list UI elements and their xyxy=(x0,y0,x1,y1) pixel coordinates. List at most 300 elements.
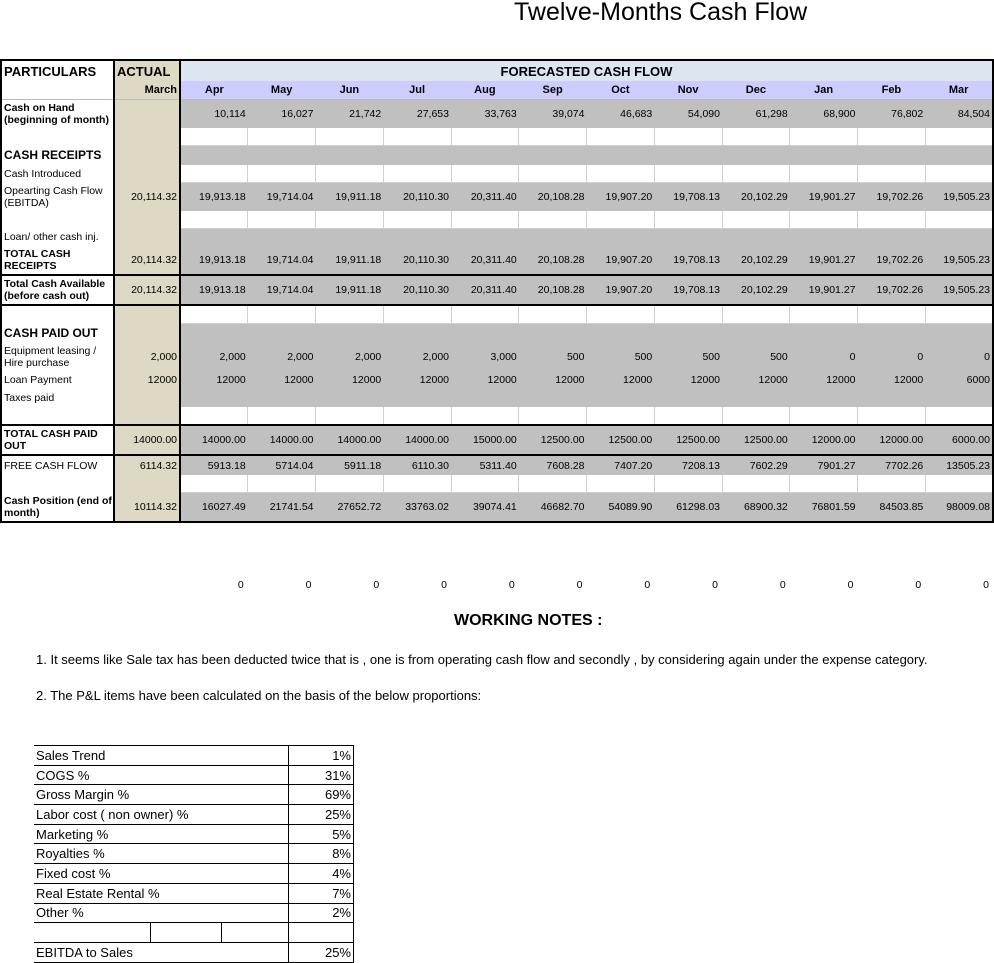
cash-paid-out-value-5 xyxy=(451,324,519,344)
cash-introduced-value-4 xyxy=(383,165,451,183)
total-receipts-label: TOTAL CASH RECEIPTS xyxy=(1,246,114,275)
blank-cell xyxy=(289,923,354,943)
cash-introduced-value-5 xyxy=(451,165,519,183)
cash-position-label: Cash Position (end of month) xyxy=(1,493,114,523)
title-text: Twelve-Months Cash Flow xyxy=(514,0,808,26)
operating-cash-flow-value-8: 19,708.13 xyxy=(654,183,722,212)
spacer-4-value-1 xyxy=(180,407,248,425)
loan-payment-value-10: 12000 xyxy=(790,371,858,388)
loan-inj-value-5 xyxy=(451,229,519,247)
spacer-3-value-11 xyxy=(858,305,926,324)
operating-cash-flow-value-11: 19,702.26 xyxy=(858,183,926,212)
taxes-paid-label: Taxes paid xyxy=(1,388,114,407)
total-paid-out-value-3: 14000.00 xyxy=(316,425,384,455)
zero-value-7: 0 xyxy=(712,579,718,591)
cash-position-value-6: 46682.70 xyxy=(519,493,587,523)
taxes-paid-value-11 xyxy=(858,388,926,407)
loan-inj-row xyxy=(1,229,993,247)
loan-inj-value-6 xyxy=(519,229,587,247)
loan-inj-value-2 xyxy=(248,229,316,247)
proportion-row xyxy=(34,785,354,805)
operating-cash-flow-value-3: 19,911.18 xyxy=(316,183,384,212)
month-header-4: Jul xyxy=(383,81,451,100)
spacer-2-value-4 xyxy=(383,211,451,229)
total-receipts-value-7: 19,907.20 xyxy=(587,246,655,275)
cash-position-value-2: 21741.54 xyxy=(248,493,316,523)
total-available-value-6: 20,108.28 xyxy=(519,275,587,305)
total-paid-out-value-5: 15000.00 xyxy=(451,425,519,455)
cash-introduced-value-12 xyxy=(925,165,993,183)
free-cash-flow-value-7: 7407.20 xyxy=(587,455,655,475)
cash-receipts-value-12 xyxy=(925,146,993,166)
proportion-label: Gross Margin % xyxy=(34,785,289,805)
blank-cell xyxy=(151,923,222,943)
cash-receipts-value-7 xyxy=(587,146,655,166)
spacer-4-row xyxy=(1,407,993,425)
cash-position-value-11: 84503.85 xyxy=(858,493,926,523)
cash-on-hand-value-0 xyxy=(114,100,180,129)
equipment-value-3: 2,000 xyxy=(316,343,384,371)
proportion-value: 69% xyxy=(289,785,354,805)
spacer-2-value-5 xyxy=(451,211,519,229)
cash-position-value-4: 33763.02 xyxy=(383,493,451,523)
cash-paid-out-value-4 xyxy=(383,324,451,344)
loan-payment-value-12: 6000 xyxy=(925,371,993,388)
proportion-label: Sales Trend xyxy=(34,746,289,766)
total-available-value-2: 19,714.04 xyxy=(248,275,316,305)
spacer-3-value-3 xyxy=(316,305,384,324)
month-header-9: Dec xyxy=(722,81,790,100)
operating-cash-flow-value-0: 20,114.32 xyxy=(114,183,180,212)
operating-cash-flow-value-9: 20,102.29 xyxy=(722,183,790,212)
total-available-value-4: 20,110.30 xyxy=(383,275,451,305)
loan-inj-value-8 xyxy=(654,229,722,247)
cash-on-hand-value-5: 33,763 xyxy=(451,100,519,129)
total-receipts-value-8: 19,708.13 xyxy=(654,246,722,275)
proportion-label: Marketing % xyxy=(34,824,289,844)
cash-on-hand-value-3: 21,742 xyxy=(316,100,384,129)
spacer-5-value-6 xyxy=(519,475,587,493)
spacer-5-value-2 xyxy=(248,475,316,493)
cash-on-hand-value-9: 61,298 xyxy=(722,100,790,129)
proportion-value: 2% xyxy=(289,903,354,923)
cash-position-value-1: 16027.49 xyxy=(180,493,248,523)
total-available-value-7: 19,907.20 xyxy=(587,275,655,305)
proportion-value: 1% xyxy=(289,746,354,766)
total-paid-out-value-0: 14000.00 xyxy=(114,425,180,455)
spacer-2-label xyxy=(1,211,114,229)
proportion-row xyxy=(34,824,354,844)
spacer-4-value-2 xyxy=(248,407,316,425)
cash-paid-out-value-8 xyxy=(654,324,722,344)
cash-receipts-value-0 xyxy=(114,146,180,166)
total-receipts-value-12: 19,505.23 xyxy=(925,246,993,275)
spacer-2-row xyxy=(1,211,993,229)
total-receipts-value-5: 20,311.40 xyxy=(451,246,519,275)
proportion-row xyxy=(34,864,354,884)
cash-paid-out-value-11 xyxy=(858,324,926,344)
loan-payment-value-3: 12000 xyxy=(316,371,384,388)
loan-payment-value-8: 12000 xyxy=(654,371,722,388)
cash-on-hand-value-10: 68,900 xyxy=(790,100,858,129)
proportion-value: 4% xyxy=(289,864,354,884)
taxes-paid-value-8 xyxy=(654,388,722,407)
spacer-1-value-0 xyxy=(114,128,180,146)
free-cash-flow-value-3: 5911.18 xyxy=(316,455,384,475)
total-available-value-5: 20,311.40 xyxy=(451,275,519,305)
spacer-2-value-0 xyxy=(114,211,180,229)
total-paid-out-value-9: 12500.00 xyxy=(722,425,790,455)
month-header-row xyxy=(1,81,993,100)
equipment-value-11: 0 xyxy=(858,343,926,371)
equipment-value-1: 2,000 xyxy=(180,343,248,371)
proportion-row xyxy=(34,765,354,785)
loan-inj-value-4 xyxy=(383,229,451,247)
month-header-7: Oct xyxy=(587,81,655,100)
spacer-3-value-8 xyxy=(654,305,722,324)
loan-inj-label: Loan/ other cash inj. xyxy=(1,229,114,247)
proportion-blank-row xyxy=(34,923,354,943)
spacer-3-row xyxy=(1,305,993,324)
spacer-3-value-2 xyxy=(248,305,316,324)
cash-introduced-value-8 xyxy=(654,165,722,183)
cash-introduced-value-9 xyxy=(722,165,790,183)
total-paid-out-value-1: 14000.00 xyxy=(180,425,248,455)
total-receipts-value-10: 19,901.27 xyxy=(790,246,858,275)
total-paid-out-value-4: 14000.00 xyxy=(383,425,451,455)
operating-cash-flow-value-10: 19,901.27 xyxy=(790,183,858,212)
equipment-label: Equipment leasing / Hire purchase xyxy=(1,343,114,371)
spacer-1-value-7 xyxy=(587,128,655,146)
cash-introduced-value-7 xyxy=(587,165,655,183)
cash-paid-out-value-6 xyxy=(519,324,587,344)
total-receipts-value-6: 20,108.28 xyxy=(519,246,587,275)
spacer-5-value-12 xyxy=(925,475,993,493)
month-header-11: Feb xyxy=(858,81,926,100)
spacer-3-value-5 xyxy=(451,305,519,324)
spacer-1-value-4 xyxy=(383,128,451,146)
cash-paid-out-value-7 xyxy=(587,324,655,344)
proportion-label: Other % xyxy=(34,903,289,923)
free-cash-flow-value-4: 6110.30 xyxy=(383,455,451,475)
operating-cash-flow-value-1: 19,913.18 xyxy=(180,183,248,212)
free-cash-flow-row xyxy=(1,455,993,475)
equipment-value-8: 500 xyxy=(654,343,722,371)
cash-position-value-5: 39074.41 xyxy=(451,493,519,523)
taxes-paid-value-0 xyxy=(114,388,180,407)
spacer-4-value-4 xyxy=(383,407,451,425)
spacer-3-value-9 xyxy=(722,305,790,324)
spacer-1-value-11 xyxy=(858,128,926,146)
loan-payment-value-2: 12000 xyxy=(248,371,316,388)
operating-cash-flow-value-6: 20,108.28 xyxy=(519,183,587,212)
cash-on-hand-value-4: 27,653 xyxy=(383,100,451,129)
cash-introduced-value-11 xyxy=(858,165,926,183)
cash-receipts-value-10 xyxy=(790,146,858,166)
cash-receipts-value-4 xyxy=(383,146,451,166)
month-header-10: Jan xyxy=(790,81,858,100)
cash-position-value-0: 10114.32 xyxy=(114,493,180,523)
cash-on-hand-value-8: 54,090 xyxy=(654,100,722,129)
spacer-5-value-4 xyxy=(383,475,451,493)
zero-value-2: 0 xyxy=(373,579,380,591)
total-receipts-value-1: 19,913.18 xyxy=(180,246,248,275)
loan-inj-value-12 xyxy=(925,229,993,247)
total-receipts-value-9: 20,102.29 xyxy=(722,246,790,275)
cash-position-value-3: 27652.72 xyxy=(316,493,384,523)
spacer-2-value-2 xyxy=(248,211,316,229)
total-receipts-value-4: 20,110.30 xyxy=(383,246,451,275)
spacer-1-value-2 xyxy=(248,128,316,146)
free-cash-flow-value-6: 7608.28 xyxy=(519,455,587,475)
cash-on-hand-label: Cash on Hand (beginning of month) xyxy=(1,100,114,129)
cash-position-value-9: 68900.32 xyxy=(722,493,790,523)
blank-cell xyxy=(34,923,151,943)
zero-check-row xyxy=(0,579,994,593)
cash-introduced-value-0 xyxy=(114,165,180,183)
free-cash-flow-value-8: 7208.13 xyxy=(654,455,722,475)
total-available-value-0: 20,114.32 xyxy=(114,275,180,305)
taxes-paid-value-7 xyxy=(587,388,655,407)
proportion-value: 25% xyxy=(289,805,354,825)
taxes-paid-value-5 xyxy=(451,388,519,407)
proportion-label: Royalties % xyxy=(34,844,289,864)
spacer-1-label xyxy=(1,128,114,146)
equipment-value-4: 2,000 xyxy=(383,343,451,371)
month-header-3: Jun xyxy=(316,81,384,100)
cash-position-value-10: 76801.59 xyxy=(790,493,858,523)
spacer-1-value-3 xyxy=(316,128,384,146)
zero-value-5: 0 xyxy=(576,579,583,591)
spacer-5-value-0 xyxy=(114,475,180,493)
zero-value-8: 0 xyxy=(779,579,786,591)
total-paid-out-value-11: 12000.00 xyxy=(858,425,926,455)
total-paid-out-value-2: 14000.00 xyxy=(248,425,316,455)
proportion-value: 5% xyxy=(289,824,354,844)
spacer-2-value-7 xyxy=(587,211,655,229)
total-receipts-value-0: 20,114.32 xyxy=(114,246,180,275)
spacer-5-value-1 xyxy=(180,475,248,493)
spacer-4-value-6 xyxy=(519,407,587,425)
cash-receipts-value-2 xyxy=(248,146,316,166)
total-paid-out-label: TOTAL CASH PAID OUT xyxy=(1,425,114,455)
zero-value-11: 0 xyxy=(983,579,989,591)
spacer-1-value-5 xyxy=(451,128,519,146)
spacer-2-value-8 xyxy=(654,211,722,229)
loan-payment-row xyxy=(1,371,993,388)
taxes-paid-value-10 xyxy=(790,388,858,407)
cash-on-hand-value-11: 76,802 xyxy=(858,100,926,129)
loan-payment-value-4: 12000 xyxy=(383,371,451,388)
proportion-label: Labor cost ( non owner) % xyxy=(34,805,289,825)
spacer-4-value-8 xyxy=(654,407,722,425)
spacer-2-value-3 xyxy=(316,211,384,229)
operating-cash-flow-value-5: 20,311.40 xyxy=(451,183,519,212)
spacer-1-value-8 xyxy=(654,128,722,146)
spacer-5-value-3 xyxy=(316,475,384,493)
loan-payment-value-11: 12000 xyxy=(858,371,926,388)
zero-value-3: 0 xyxy=(441,579,447,591)
cash-paid-out-value-2 xyxy=(248,324,316,344)
month-header-blank xyxy=(1,81,114,100)
taxes-paid-value-6 xyxy=(519,388,587,407)
cash-paid-out-value-10 xyxy=(790,324,858,344)
taxes-paid-value-12 xyxy=(925,388,993,407)
total-paid-out-value-12: 6000.00 xyxy=(925,425,993,455)
cash-receipts-value-3 xyxy=(316,146,384,166)
equipment-value-5: 3,000 xyxy=(451,343,519,371)
spacer-3-value-6 xyxy=(519,305,587,324)
loan-payment-value-6: 12000 xyxy=(519,371,587,388)
spacer-1-value-10 xyxy=(790,128,858,146)
spacer-3-value-12 xyxy=(925,305,993,324)
loan-inj-value-10 xyxy=(790,229,858,247)
spacer-2-value-11 xyxy=(858,211,926,229)
total-available-value-12: 19,505.23 xyxy=(925,275,993,305)
total-available-value-9: 20,102.29 xyxy=(722,275,790,305)
cash-on-hand-value-12: 84,504 xyxy=(925,100,993,129)
proportion-label: Fixed cost % xyxy=(34,864,289,884)
proportion-row xyxy=(34,903,354,923)
loan-inj-value-11 xyxy=(858,229,926,247)
loan-inj-value-7 xyxy=(587,229,655,247)
cash-flow-table xyxy=(0,59,994,523)
free-cash-flow-value-12: 13505.23 xyxy=(925,455,993,475)
equipment-value-12: 0 xyxy=(925,343,993,371)
free-cash-flow-value-5: 5311.40 xyxy=(451,455,519,475)
proportion-value: 31% xyxy=(289,765,354,785)
ebitda-label: EBITDA to Sales xyxy=(34,942,289,962)
taxes-paid-row xyxy=(1,388,993,407)
zero-value-1: 0 xyxy=(305,579,312,591)
note-2: 2. The P&L items have been calculated on the basis of the below proportions: xyxy=(36,688,482,703)
cash-introduced-value-6 xyxy=(519,165,587,183)
taxes-paid-value-9 xyxy=(722,388,790,407)
proportion-row xyxy=(34,883,354,903)
forecast-header: FORECASTED CASH FLOW xyxy=(180,60,993,81)
spacer-4-value-3 xyxy=(316,407,384,425)
month-header-6: Sep xyxy=(519,81,587,100)
month-header-5: Aug xyxy=(451,81,519,100)
total-available-label: Total Cash Available (before cash out) xyxy=(1,275,114,305)
cash-receipts-value-9 xyxy=(722,146,790,166)
equipment-value-0: 2,000 xyxy=(114,343,180,371)
zero-value-4: 0 xyxy=(508,579,515,591)
loan-payment-value-5: 12000 xyxy=(451,371,519,388)
total-paid-out-value-10: 12000.00 xyxy=(790,425,858,455)
spacer-1-value-9 xyxy=(722,128,790,146)
cash-paid-out-value-1 xyxy=(180,324,248,344)
loan-payment-label: Loan Payment xyxy=(1,371,114,388)
proportions-table xyxy=(34,745,354,963)
cash-introduced-value-2 xyxy=(248,165,316,183)
proportion-row xyxy=(34,844,354,864)
cash-on-hand-value-2: 16,027 xyxy=(248,100,316,129)
spacer-1-row xyxy=(1,128,993,146)
spacer-2-value-6 xyxy=(519,211,587,229)
total-available-value-10: 19,901.27 xyxy=(790,275,858,305)
spacer-4-value-12 xyxy=(925,407,993,425)
taxes-paid-value-2 xyxy=(248,388,316,407)
operating-cash-flow-label: Opearting Cash Flow (EBITDA) xyxy=(1,183,114,212)
total-available-value-3: 19,911.18 xyxy=(316,275,384,305)
note-1: 1. It seems like Sale tax has been deducted twice that is , one is from operating cash flow and secondly , by considering again under the expense category. xyxy=(36,652,928,667)
month-header-0: March xyxy=(114,81,180,100)
ebitda-row xyxy=(34,942,354,962)
cash-paid-out-value-9 xyxy=(722,324,790,344)
equipment-value-2: 2,000 xyxy=(248,343,316,371)
zero-value-0: 0 xyxy=(237,579,244,591)
cash-paid-out-value-12 xyxy=(925,324,993,344)
spacer-4-value-11 xyxy=(858,407,926,425)
loan-payment-value-0: 12000 xyxy=(114,371,180,388)
cash-paid-out-row xyxy=(1,324,993,344)
loan-payment-value-9: 12000 xyxy=(722,371,790,388)
free-cash-flow-label: FREE CASH FLOW xyxy=(1,455,114,475)
proportion-value: 7% xyxy=(289,883,354,903)
cash-position-value-12: 98009.08 xyxy=(925,493,993,523)
total-paid-out-value-8: 12500.00 xyxy=(654,425,722,455)
total-available-value-11: 19,702.26 xyxy=(858,275,926,305)
spacer-4-value-5 xyxy=(451,407,519,425)
spacer-2-value-10 xyxy=(790,211,858,229)
cash-on-hand-row xyxy=(1,100,993,129)
cash-paid-out-label: CASH PAID OUT xyxy=(1,324,114,344)
cash-introduced-label: Cash Introduced xyxy=(1,165,114,183)
cash-paid-out-value-0 xyxy=(114,324,180,344)
operating-cash-flow-value-2: 19,714.04 xyxy=(248,183,316,212)
loan-inj-value-9 xyxy=(722,229,790,247)
zero-value-9: 0 xyxy=(847,579,854,591)
cash-receipts-value-11 xyxy=(858,146,926,166)
loan-inj-value-1 xyxy=(180,229,248,247)
loan-inj-value-3 xyxy=(316,229,384,247)
spacer-2-value-1 xyxy=(180,211,248,229)
proportion-label: COGS % xyxy=(34,765,289,785)
month-header-2: May xyxy=(248,81,316,100)
total-receipts-row xyxy=(1,246,993,275)
cash-introduced-value-1 xyxy=(180,165,248,183)
particulars-header: PARTICULARS xyxy=(1,60,114,81)
proportion-label: Real Estate Rental % xyxy=(34,883,289,903)
operating-cash-flow-row xyxy=(1,183,993,212)
spacer-4-label xyxy=(1,407,114,425)
spacer-5-value-7 xyxy=(587,475,655,493)
total-receipts-value-2: 19,714.04 xyxy=(248,246,316,275)
spacer-5-label xyxy=(1,475,114,493)
spacer-5-value-9 xyxy=(722,475,790,493)
cash-receipts-value-5 xyxy=(451,146,519,166)
spacer-1-value-6 xyxy=(519,128,587,146)
operating-cash-flow-value-12: 19,505.23 xyxy=(925,183,993,212)
cash-receipts-row xyxy=(1,146,993,166)
taxes-paid-value-1 xyxy=(180,388,248,407)
free-cash-flow-value-0: 6114.32 xyxy=(114,455,180,475)
spacer-5-value-11 xyxy=(858,475,926,493)
spacer-2-value-12 xyxy=(925,211,993,229)
spacer-3-value-10 xyxy=(790,305,858,324)
spacer-4-value-0 xyxy=(114,407,180,425)
spacer-3-value-4 xyxy=(383,305,451,324)
actual-header: ACTUAL xyxy=(114,60,180,81)
proportion-row xyxy=(34,746,354,766)
total-available-value-1: 19,913.18 xyxy=(180,275,248,305)
taxes-paid-value-3 xyxy=(316,388,384,407)
cash-on-hand-value-7: 46,683 xyxy=(587,100,655,129)
cash-introduced-value-3 xyxy=(316,165,384,183)
total-receipts-value-3: 19,911.18 xyxy=(316,246,384,275)
zero-value-10: 0 xyxy=(915,579,922,591)
